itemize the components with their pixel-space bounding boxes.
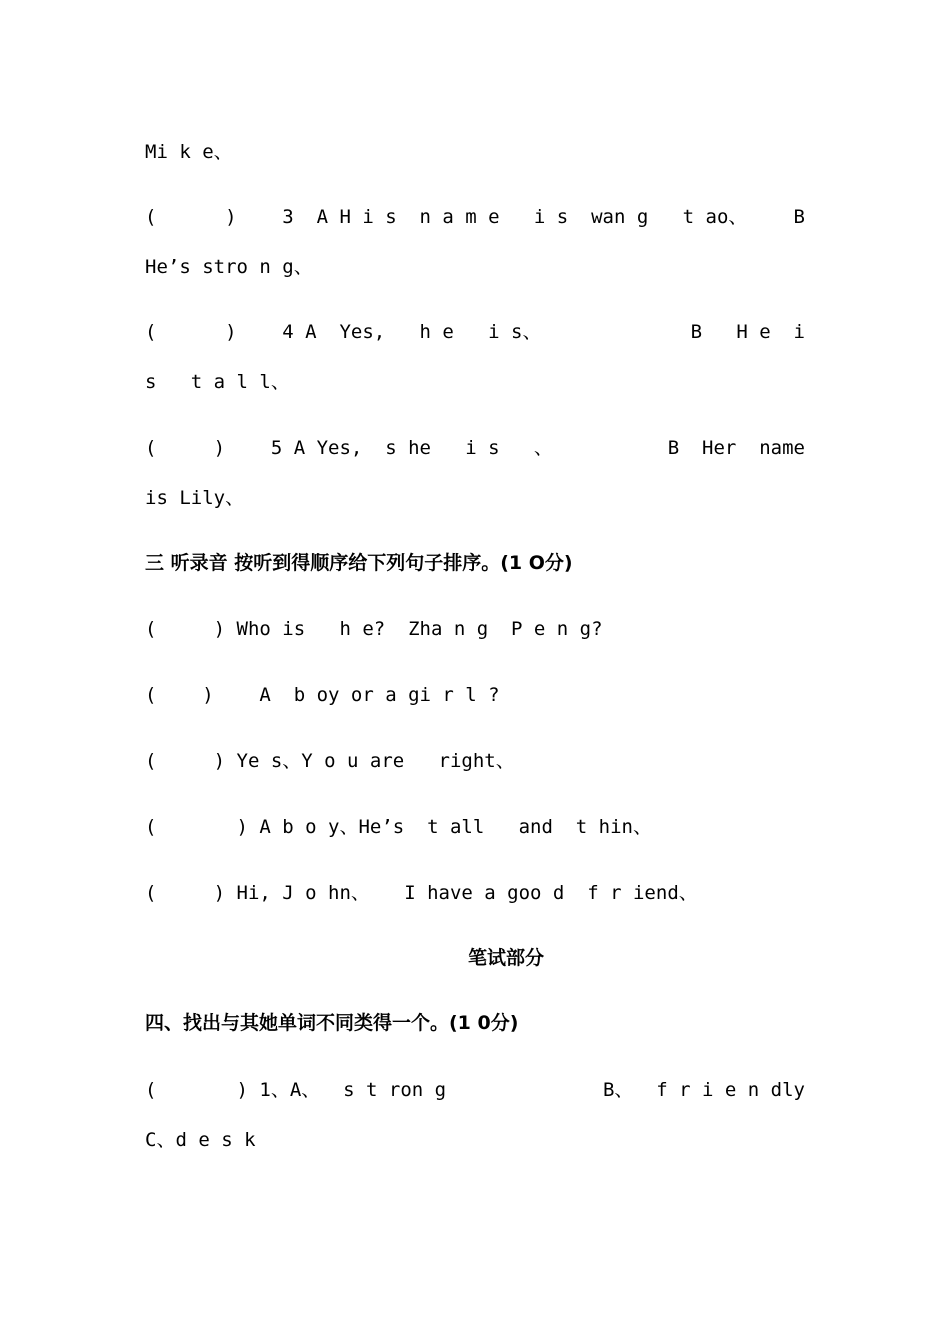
section4-q1-option-c: C、d e s k [145, 1129, 256, 1151]
section3-item: ( ) Who is h e? Zha n g P e n g? [145, 618, 603, 640]
section3-item: ( ) Ye s、Y o u are right、 [145, 750, 515, 772]
listening-q4-option-a: ( ) 4 A Yes, h e i s、 [145, 321, 542, 343]
listening-q3 [145, 205, 805, 229]
listening-q2-tail: Mi k e、 [145, 141, 233, 163]
section3-heading: 三 听录音 按听到得顺序给下列句子排序。(1 O分) [145, 552, 573, 574]
listening-q5 [145, 436, 805, 460]
section3-item: ( ) A b o y、He’s t all and t hin、 [145, 816, 652, 838]
listening-q3-option-a: ( ) 3 A H i s n a m e i s wan g t ao、 [145, 206, 748, 228]
listening-q5-tail: is Lily、 [145, 487, 245, 509]
listening-q4-option-b: B H e i [690, 321, 805, 343]
listening-q3-option-b: B [793, 206, 805, 228]
listening-q4 [145, 320, 805, 344]
written-section-title: 笔试部分 [467, 947, 544, 969]
listening-q5-option-b: B Her name [667, 437, 805, 459]
section3-item: ( ) A b oy or a gi r l ? [145, 684, 500, 706]
section3-item: ( ) Hi, J o hn、 I have a goo d f r iend、 [145, 882, 698, 904]
listening-q5-option-a: ( ) 5 A Yes, s he i s 、 [145, 437, 553, 459]
section4-q1 [145, 1078, 805, 1102]
section4-q1-option-b: B、 f r i e n dly [602, 1079, 805, 1101]
listening-q4-tail: s t a l l、 [145, 371, 290, 393]
listening-q3-tail: He’s stro n g、 [145, 256, 313, 278]
section4-q1-options-ab-a: ( ) 1、A、 s t ron g [145, 1079, 447, 1101]
section4-heading: 四、找出与其她单词不同类得一个。(1 0分) [145, 1012, 519, 1034]
